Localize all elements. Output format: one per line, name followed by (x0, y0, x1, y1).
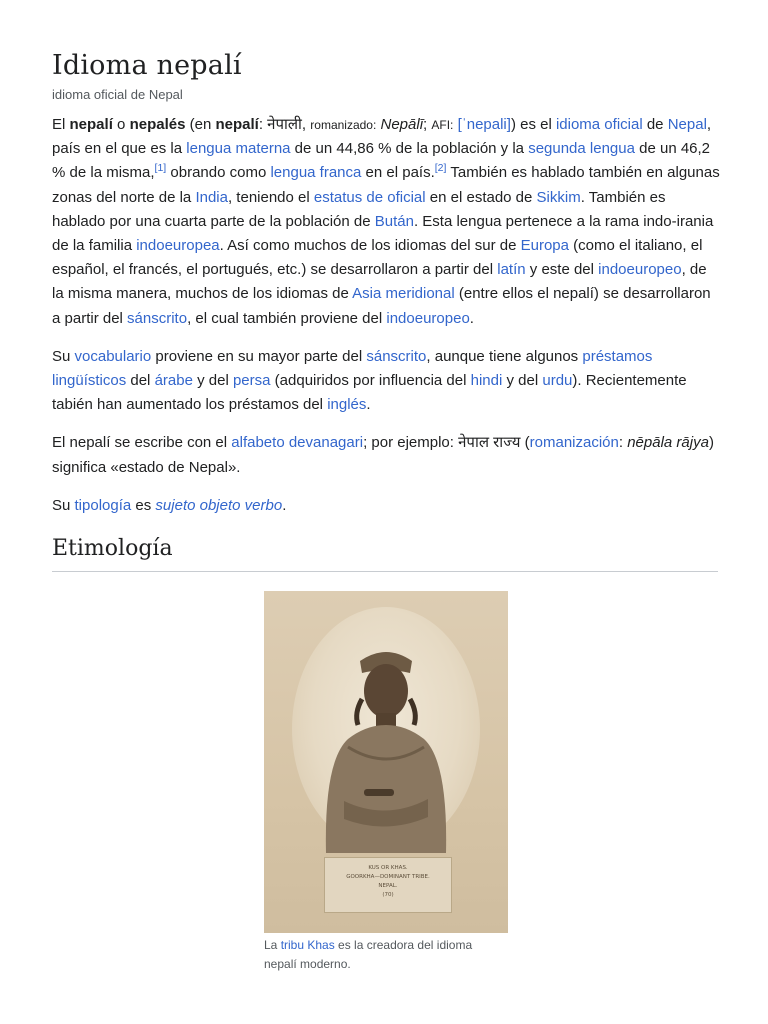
link-latin[interactable]: latín (497, 261, 526, 279)
vocabulary-paragraph: Su vocabulario proviene en su mayor parte del sánscrito, aunque tiene algunos préstamos lingüísticos del árabe y del persa (adquiridos por influencia del hindi y del urdu). Recientemente tabién han aumentado los préstamos del inglés. (52, 347, 687, 414)
portrait-figure (304, 621, 468, 853)
link-butan[interactable]: Bután (374, 212, 414, 230)
section-heading: Etimología (52, 536, 173, 561)
link-persa[interactable]: persa (232, 372, 271, 390)
link-vocabulario[interactable]: vocabulario (74, 347, 152, 365)
link-indoeuropea[interactable]: indoeuropea (136, 237, 220, 255)
article-body (52, 113, 720, 532)
link-hindi[interactable]: hindi (470, 372, 503, 390)
link-idioma-oficial[interactable]: idioma oficial (555, 116, 643, 133)
link-romanizacion[interactable]: romanización (529, 434, 619, 452)
link-sanscrito[interactable]: sánscrito (127, 309, 188, 327)
link-asia-meridional[interactable]: Asia meridional (352, 285, 455, 303)
link-urdu[interactable]: urdu (542, 372, 573, 390)
khas-tribe-photo[interactable] (264, 591, 508, 933)
reference-2[interactable]: [2] (434, 162, 447, 175)
link-prestamos[interactable]: préstamos lingüísticos (52, 347, 653, 390)
link-sanscrito-2[interactable]: sánscrito (366, 347, 427, 365)
link-lengua-materna[interactable]: lengua materna (186, 140, 291, 158)
link-segunda-lengua[interactable]: segunda lengua (528, 140, 635, 158)
link-alfabeto-devanagari[interactable]: alfabeto devanagari (231, 434, 364, 452)
typology-paragraph: Su tipología es sujeto objeto verbo. (52, 496, 287, 514)
link-tipologia[interactable]: tipología (74, 496, 132, 514)
link-sikkim[interactable]: Sikkim (536, 188, 581, 206)
script-paragraph: El nepalí se escribe con el alfabeto devanagari; por ejemplo: नेपाल राज्य (romanización: nēpāla rājya) significa «estado de Nepal». (52, 434, 714, 476)
link-indoeuropeo-2[interactable]: indoeuropeo (386, 309, 470, 327)
link-estatus-oficial[interactable]: estatus de oficial (313, 188, 426, 206)
link-arabe[interactable]: árabe (154, 372, 193, 390)
link-nepal[interactable]: Nepal (667, 116, 707, 133)
photo-caption-card: KUS OR KHAS. GOORKHA—DOMINANT TRIBE. NEPAL. (70) (324, 857, 452, 913)
reference-1[interactable]: [1] (154, 162, 167, 175)
link-ingles[interactable]: inglés (327, 396, 367, 414)
link-europa[interactable]: Europa (520, 237, 569, 255)
section-etimologia (52, 536, 718, 572)
link-india[interactable]: India (195, 188, 228, 206)
link-afi[interactable]: [ˈnepali] (457, 116, 511, 133)
figure-caption: La tribu Khas es la creadora del idioma nepalí moderno. (264, 938, 473, 971)
link-lengua-franca[interactable]: lengua franca (270, 164, 362, 182)
link-tribu-khas[interactable]: tribu Khas (280, 938, 335, 952)
intro-paragraph: El nepalí o nepalés (en nepalí: नेपाली, romanizado: Nepālī; AFI: [ˈnepali]) es el idioma oficial de Nepal, país en el que es la lengua materna de un 44,86 % de la población y la segunda lengua de un 46,2 % de la misma,[1] obrando como lengua franca en el país.[2] También es hablado también en algunas zonas del norte de la India, teniendo el estatus de oficial en el estado de Sikkim. También es hablado por una cuarta parte de la población de Bután. Esta lengua pertenece a la rama indo-irania de la familia indoeuropea. Así como muchos de los idiomas del sur de Europa (como el italiano, el español, el francés, el portugués, etc.) se desarrollaron a partir del latín y este del indoeuropeo, de la misma manera, muchos de los idiomas de Asia meridional (entre ellos el nepalí) se desarrollaron a partir del sánscrito, el cual también proviene del indoeuropeo. (52, 116, 720, 327)
page-title: Idioma nepalí (52, 50, 242, 81)
page-subtitle: idioma oficial de Nepal (52, 87, 183, 102)
link-sov[interactable]: sujeto objeto verbo (155, 496, 283, 514)
link-indoeuropeo[interactable]: indoeuropeo (598, 261, 682, 279)
